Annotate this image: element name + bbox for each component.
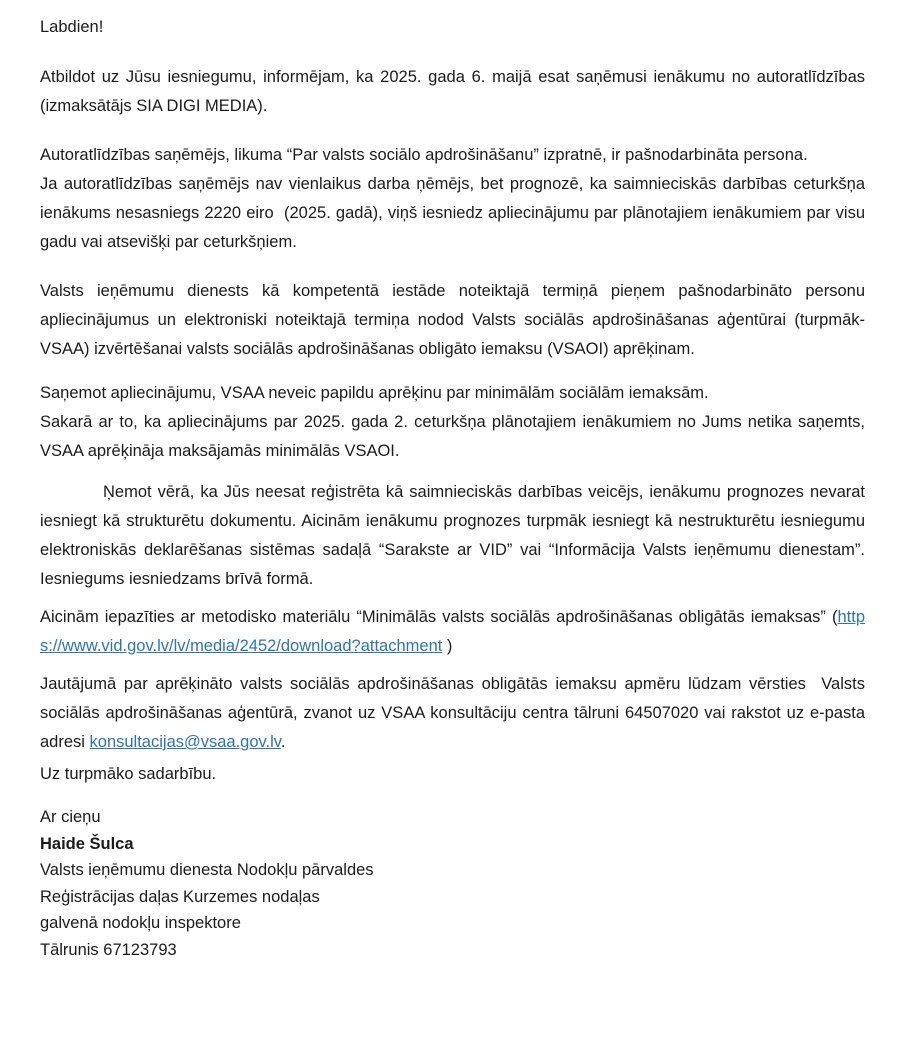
signature-title-line: galvenā nodokļu inspektore [40, 914, 241, 932]
paragraph-questions-text: Jautājumā par aprēķināto valsts sociālās apdrošināšanas obligātās iemaksu apmēru lūdzam vērsties Valsts sociālās apdrošināšanas aģentūrā, zvanot uz VSAA konsultāciju centra tālruni 64507020 vai rakstot uz e-pasta adresi [40, 675, 865, 751]
signature-name: Haide Šulca [40, 834, 134, 853]
vsaa-email-link[interactable]: konsultacijas@vsaa.gov.lv [89, 733, 281, 751]
signature-org-line: Valsts ieņēmumu dienesta Nodokļu pārvaldes [40, 861, 374, 879]
signature-phone: Tālrunis 67123793 [40, 940, 177, 959]
paragraph-not-received: Sakarā ar to, ka apliecinājums par 2025. gada 2. ceturkšņa plānotajiem ienākumiem no Jums netika saņemts, VSAA aprēķināja maksājamās minimālās VSAOI. [40, 413, 865, 460]
paragraph-questions [40, 670, 865, 757]
paragraph-condition: Ja autoratlīdzības saņēmējs nav vienlaikus darba ņēmējs, bet prognozē, ka saimnieciskās darbības ceturkšņa ienākums nesasniegs 2220 eiro (2025. gadā), viņš iesniedz apliecinājumu par plānotajiem ienākumiem par visu gadu vai atsevišķi par ceturkšņiem. [40, 175, 865, 251]
paragraph-material-text: Aicinām iepazīties ar metodisko materiālu “Minimālās valsts sociālās apdrošināšanas obligātās iemaksas” ( [40, 608, 838, 626]
paragraph-vid-role: Valsts ieņēmumu dienests kā kompetentā iestāde noteiktajā termiņā pieņem pašnodarbināto personu apliecinājumus un elektroniski noteiktajā termiņa nodod Valsts sociālās apdrošināšanas aģentūrai (turpmāk- VSAA) izvērtēšanai valsts sociālās apdrošināšanas obligāto iemaksu (VSAOI) aprēķinam. [40, 282, 865, 358]
paragraph-material [40, 603, 865, 661]
signature-block [40, 804, 865, 963]
paragraph-advice: Ņemot vērā, ka Jūs neesat reģistrēta kā saimnieciskās darbības veicējs, ienākumu prognozes nevarat iesniegt kā strukturētu dokumentu. Aicinām ienākumu prognozes turpmāk iesniegt kā nestrukturētu iesniegumu elektroniskās deklarēšanas sistēmas sadaļā “Sarakste ar VID” vai “Informācija Valsts ieņēmumu dienestam”. Iesniegums iesniedzams brīvā formā. [40, 483, 865, 588]
paragraph-no-extra-calc: Saņemot apliecinājumu, VSAA neveic papildu aprēķinu par minimālām sociālām iemaksām. [40, 384, 709, 402]
signoff: Ar cieņu [40, 808, 101, 826]
paragraph-intro: Atbildot uz Jūsu iesniegumu, informējam, ka 2025. gada 6. maijā esat saņēmusi ienākumu no autoratlīdzības (izmaksātājs SIA DIGI MEDIA). [40, 68, 865, 115]
vid-material-link[interactable]: https://www.vid.gov.lv/lv/media/2452/download?attachment [40, 608, 865, 655]
paragraph-material-text-after: ) [442, 637, 453, 655]
paragraph-definition: Autoratlīdzības saņēmējs, likuma “Par valsts sociālo apdrošināšanu” izpratnē, ir pašnodarbināta persona. [40, 146, 808, 164]
paragraph-questions-text-after: . [280, 733, 286, 751]
greeting: Labdien! [40, 18, 104, 36]
paragraph-closing: Uz turpmāko sadarbību. [40, 765, 217, 783]
signature-dept-line: Reģistrācijas daļas Kurzemes nodaļas [40, 887, 320, 906]
